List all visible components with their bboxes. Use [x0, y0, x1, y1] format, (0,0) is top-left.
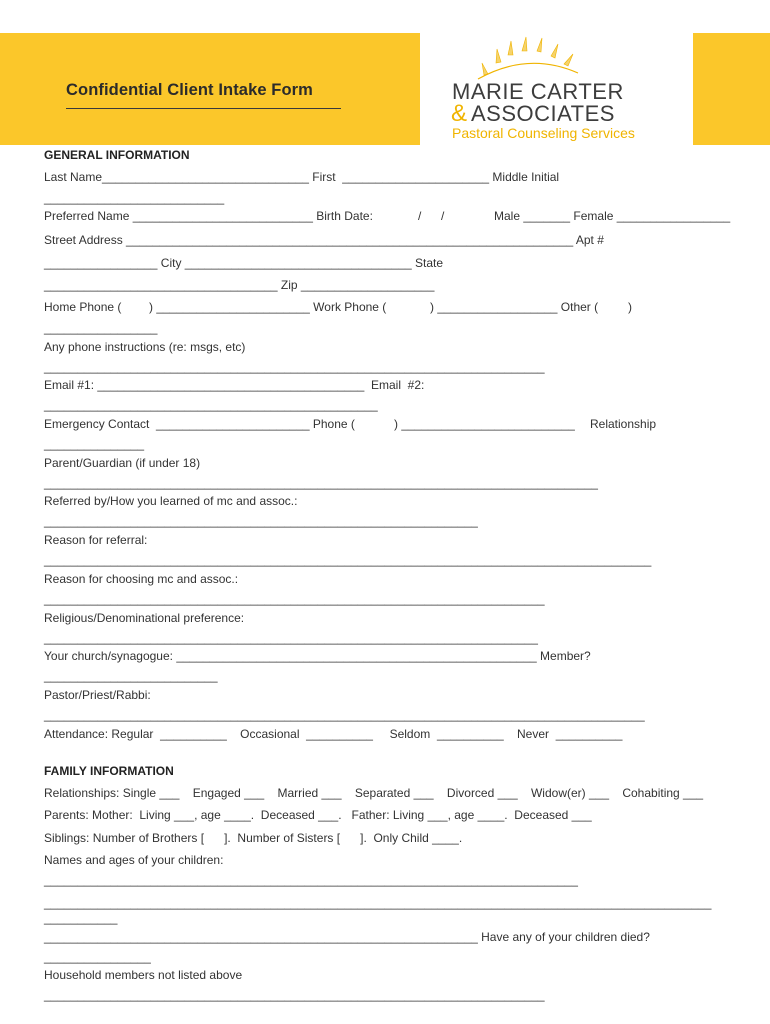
- relationship-field[interactable]: _______________: [44, 437, 145, 451]
- email2-field[interactable]: __________________________________________________: [44, 398, 378, 412]
- emergency-phone-field[interactable]: ) __________________________: [394, 417, 575, 431]
- preferred-name-field[interactable]: Preferred Name ___________________________ Birth Date:: [44, 209, 373, 223]
- gender-field[interactable]: Male _______ Female _________________: [494, 209, 731, 223]
- referred-by-field[interactable]: _________________________________________________________________: [44, 514, 478, 528]
- phone-row: [44, 300, 764, 314]
- logo-line2: ASSOCIATES: [471, 101, 615, 126]
- religious-preference-label: Religious/Denominational preference:: [44, 611, 245, 625]
- pastor-field[interactable]: __________________________________________________________________________________________: [44, 708, 645, 722]
- title-underline: [66, 108, 341, 109]
- household-label: Household members not listed above: [44, 968, 243, 982]
- emergency-contact-field[interactable]: Emergency Contact _______________________ Phone (: [44, 417, 355, 431]
- children-died-field[interactable]: _________________________________________________________________ Have any of your children died?: [44, 930, 650, 944]
- reason-referral-label: Reason for referral:: [44, 533, 148, 547]
- last-name-continuation[interactable]: ___________________________: [44, 191, 225, 205]
- religious-preference-field[interactable]: __________________________________________________________________________: [44, 631, 538, 645]
- phone-instructions-field[interactable]: ___________________________________________________________________________: [44, 360, 545, 374]
- logo-tagline: Pastoral Counseling Services: [452, 125, 635, 141]
- referred-by-label: Referred by/How you learned of mc and assoc.:: [44, 494, 298, 508]
- church-field[interactable]: Your church/synagogue: ______________________________________________________ Member?: [44, 649, 591, 663]
- street-address-field[interactable]: Street Address ___________________________________________________________________ Apt #: [44, 233, 604, 247]
- work-phone-field[interactable]: ) _______________________ Work Phone (: [149, 300, 387, 314]
- birth-date-slash[interactable]: /: [441, 209, 445, 223]
- home-phone-label[interactable]: Home Phone (: [44, 300, 122, 314]
- children-died-answer[interactable]: ________________: [44, 950, 151, 964]
- household-field[interactable]: ___________________________________________________________________________: [44, 988, 545, 1002]
- children-field[interactable]: ________________________________________________________________________________: [44, 873, 578, 887]
- children-label: Names and ages of your children:: [44, 853, 224, 867]
- reason-choosing-label: Reason for choosing mc and assoc.:: [44, 572, 239, 586]
- preferred-name-row: [44, 209, 764, 223]
- zip-field[interactable]: ___________________________________ Zip ____________________: [44, 278, 435, 292]
- children-field[interactable]: ____________________________________________________________________________________________________: [44, 896, 712, 910]
- relationship-status-field[interactable]: Relationships: Single ___ Engaged ___ Married ___ Separated ___ Divorced ___ Widow(er) ___ Cohabiting ___: [44, 786, 704, 800]
- company-logo: [438, 33, 688, 148]
- general-heading: GENERAL INFORMATION: [44, 148, 190, 162]
- relationship-label: Relationship: [590, 417, 657, 431]
- family-heading: FAMILY INFORMATION: [44, 764, 174, 778]
- logo-ampersand: &: [451, 100, 468, 127]
- birth-date-slash[interactable]: /: [418, 209, 422, 223]
- phone-instructions-label: Any phone instructions (re: msgs, etc): [44, 340, 246, 354]
- parent-guardian-field[interactable]: ___________________________________________________________________________________: [44, 476, 598, 490]
- form-title: Confidential Client Intake Form: [66, 81, 313, 99]
- other-phone-close: ): [628, 300, 632, 314]
- children-field[interactable]: ___________: [44, 911, 118, 925]
- parents-field[interactable]: Parents: Mother: Living ___, age ____. Deceased ___. Father: Living ___, age ____. Deceased ___: [44, 808, 592, 822]
- pastor-label: Pastor/Priest/Rabbi:: [44, 688, 151, 702]
- other-phone-continuation[interactable]: _________________: [44, 321, 158, 335]
- siblings-field[interactable]: Siblings: Number of Brothers [ ]. Number of Sisters [ ]. Only Child ____.: [44, 831, 463, 845]
- sunburst-icon: [438, 33, 688, 83]
- attendance-field[interactable]: Attendance: Regular __________ Occasional __________ Seldom __________ Never __________: [44, 727, 623, 741]
- city-state-field[interactable]: _________________ City __________________________________ State: [44, 256, 444, 270]
- logo-line1: MARIE CARTER: [452, 79, 624, 104]
- other-phone-field[interactable]: ) __________________ Other (: [430, 300, 599, 314]
- parent-guardian-label: Parent/Guardian (if under 18): [44, 456, 201, 470]
- reason-referral-field[interactable]: ___________________________________________________________________________________________: [44, 553, 652, 567]
- reason-choosing-field[interactable]: ___________________________________________________________________________: [44, 592, 545, 606]
- emergency-row: [44, 417, 764, 431]
- member-field[interactable]: __________________________: [44, 669, 218, 683]
- last-name-field[interactable]: Last Name_______________________________ First ______________________ Middle Initial: [44, 170, 560, 184]
- email-field[interactable]: Email #1: ________________________________________ Email #2:: [44, 378, 425, 392]
- header-band-right: [693, 33, 770, 145]
